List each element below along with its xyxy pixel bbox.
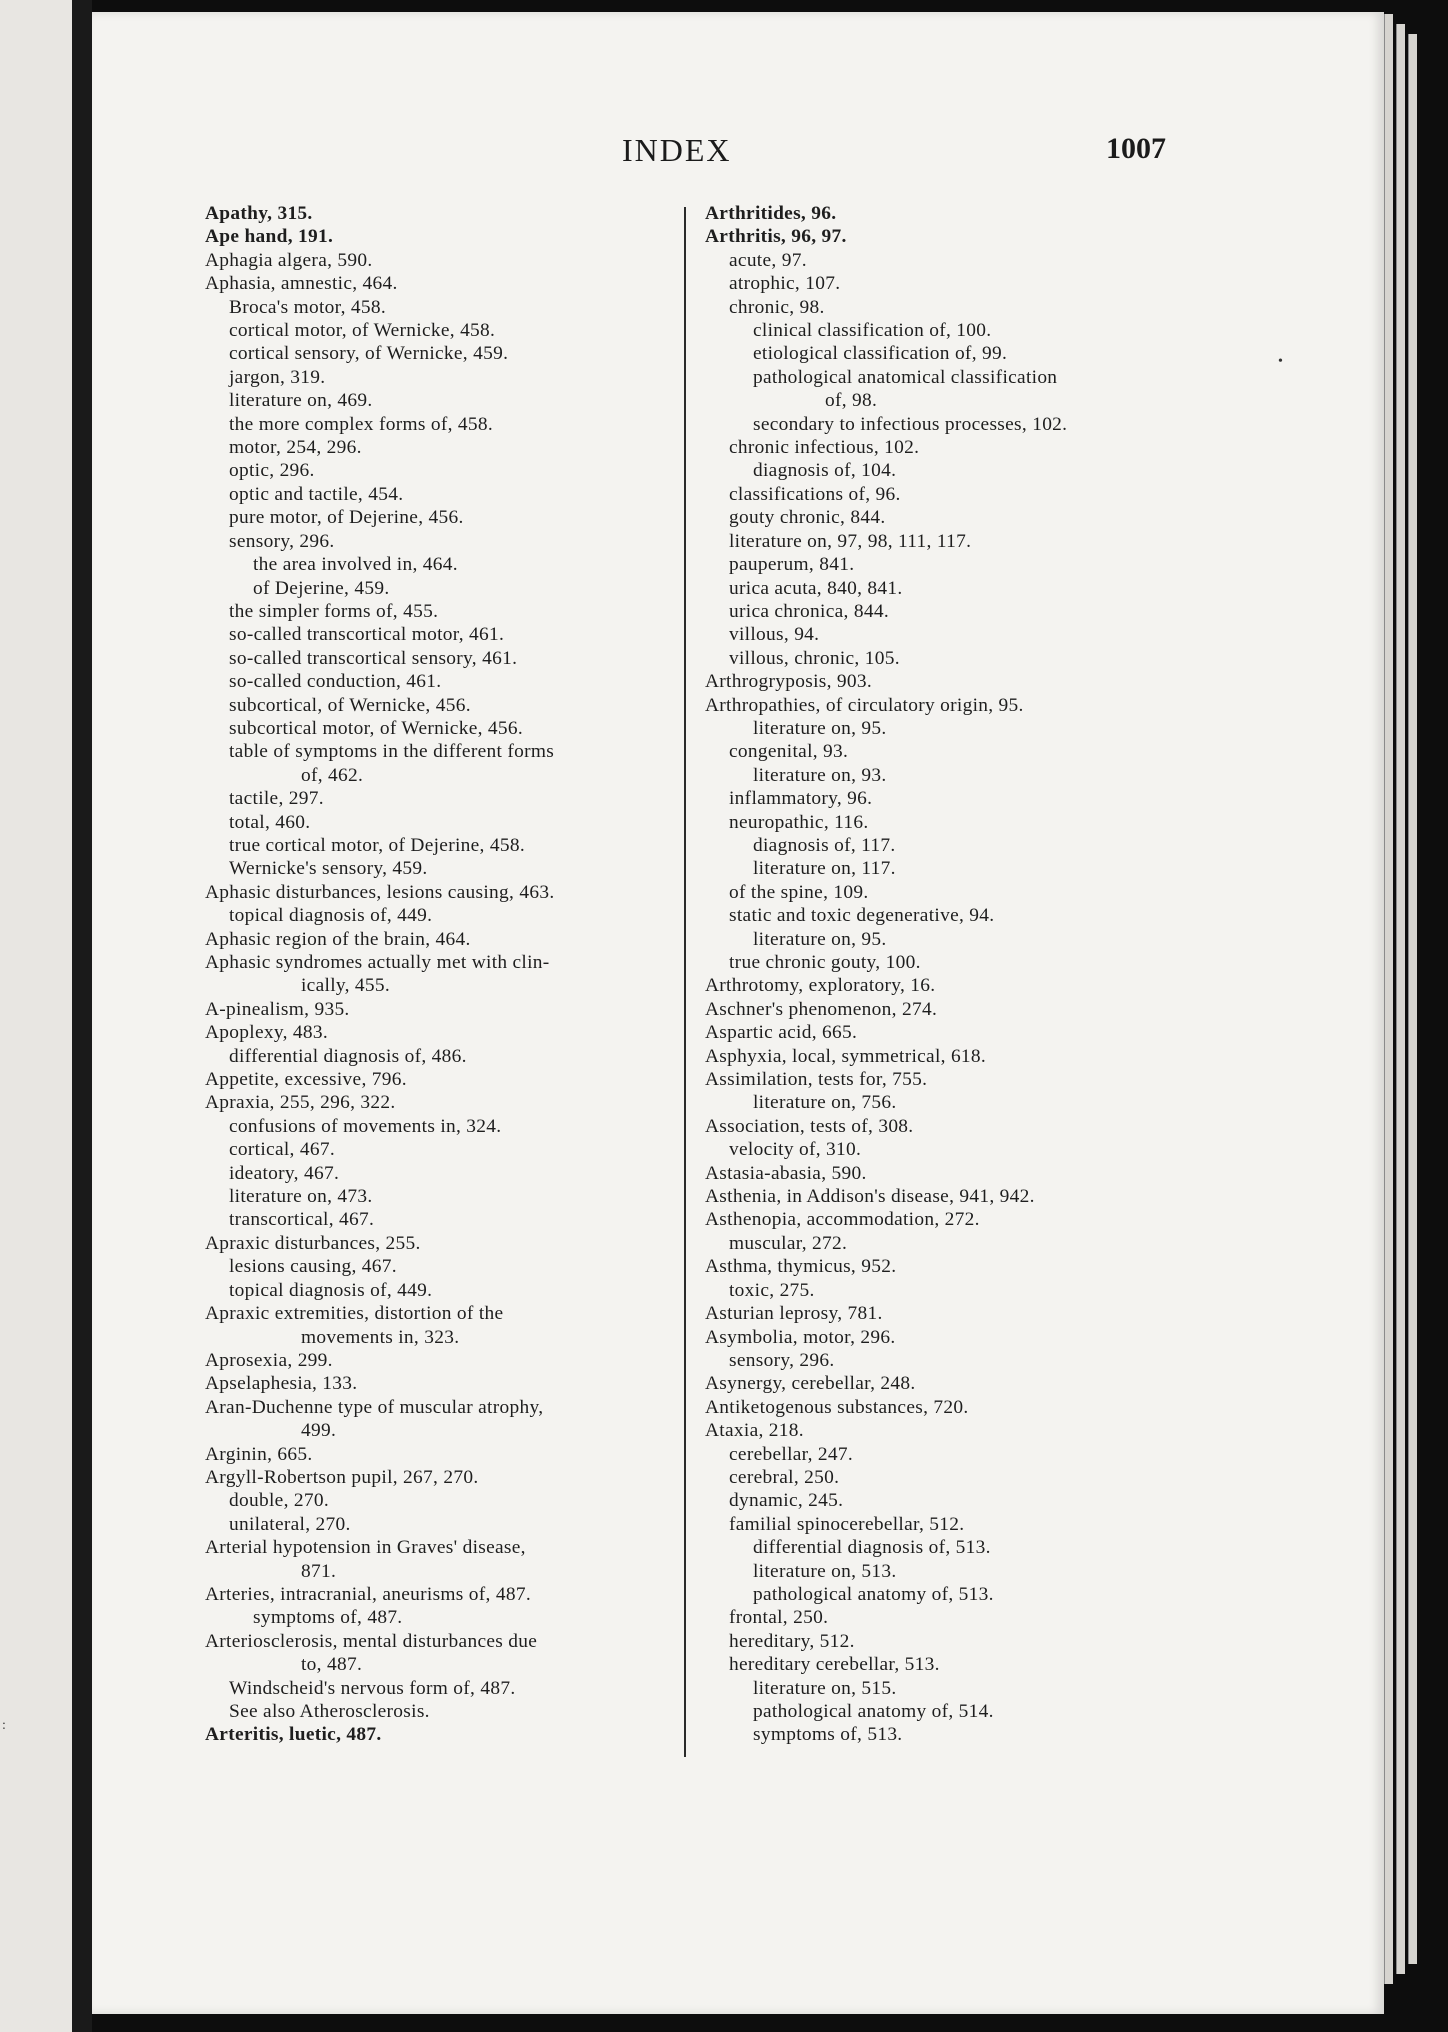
index-entry: Asthenia, in Addison's disease, 941, 942. xyxy=(705,1186,1035,1208)
index-subentry: differential diagnosis of, 513. xyxy=(753,1537,991,1559)
index-subentry: literature on, 97, 98, 111, 117. xyxy=(729,530,972,552)
binding-shadow xyxy=(72,0,92,2032)
index-entry: Aschner's phenomenon, 274. xyxy=(705,998,938,1020)
index-subentry: atrophic, 107. xyxy=(729,273,841,295)
index-subentry: See also Atherosclerosis. xyxy=(229,1701,430,1722)
index-subentry: sensory, 296. xyxy=(229,530,335,552)
index-subentry: cerebellar, 247. xyxy=(729,1443,854,1465)
index-subentry: transcortical, 467. xyxy=(229,1209,375,1231)
index-entry: Apoplexy, 483. xyxy=(205,1022,329,1044)
index-subentry: tactile, 297. xyxy=(229,788,324,810)
index-entry: Arteriosclerosis, mental disturbances due xyxy=(205,1630,538,1652)
index-subentry: neuropathic, 116. xyxy=(729,811,869,833)
index-subentry: pauperum, 841. xyxy=(729,554,855,576)
index-subentry: Broca's motor, 458. xyxy=(229,296,387,318)
index-subentry: chronic infectious, 102. xyxy=(729,437,920,459)
index-subentry: the simpler forms of, 455. xyxy=(229,600,439,622)
index-entry-continuation: of, 98. xyxy=(825,390,878,412)
index-subentry: literature on, 515. xyxy=(753,1677,897,1699)
index-subentry: diagnosis of, 104. xyxy=(753,460,897,482)
index-entry: Aspartic acid, 665. xyxy=(705,1022,858,1044)
index-entry: Apraxic disturbances, 255. xyxy=(205,1232,421,1254)
index-subentry: double, 270. xyxy=(229,1490,330,1512)
index-entry: Aphasia, amnestic, 464. xyxy=(205,273,398,295)
index-subentry: secondary to infectious processes, 102. xyxy=(753,413,1068,435)
margin-ink-mark: : xyxy=(2,1718,6,1733)
index-subentry: velocity of, 310. xyxy=(729,1139,862,1161)
index-entry: Asynergy, cerebellar, 248. xyxy=(705,1373,916,1395)
book-page xyxy=(92,12,1384,2014)
index-entry-continuation: 871. xyxy=(301,1560,337,1582)
index-entry: Arteries, intracranial, aneurisms of, 487. xyxy=(205,1583,531,1605)
index-entry: Aphasic region of the brain, 464. xyxy=(205,928,471,950)
index-entry: Argyll-Robertson pupil, 267, 270. xyxy=(205,1466,479,1488)
index-subentry: literature on, 95. xyxy=(753,928,887,950)
index-subentry: urica acuta, 840, 841. xyxy=(729,577,903,599)
index-subentry: classifications of, 96. xyxy=(729,483,901,505)
index-subentry: topical diagnosis of, 449. xyxy=(229,905,433,927)
index-subentry: confusions of movements in, 324. xyxy=(229,1115,502,1137)
index-subentry: Windscheid's nervous form of, 487. xyxy=(229,1677,516,1699)
index-subentry: sensory, 296. xyxy=(729,1349,835,1371)
index-subentry: literature on, 469. xyxy=(229,390,373,412)
index-subentry: total, 460. xyxy=(229,811,311,833)
index-entry: Association, tests of, 308. xyxy=(705,1115,914,1137)
index-entry: Aphagia algera, 590. xyxy=(205,249,373,271)
index-subentry: subcortical, of Wernicke, 456. xyxy=(229,694,471,716)
index-subentry: hereditary cerebellar, 513. xyxy=(729,1654,940,1676)
index-entry: Arthritis, 96, 97. xyxy=(705,226,847,248)
index-subentry: table of symptoms in the different forms xyxy=(229,741,555,763)
index-subentry: inflammatory, 96. xyxy=(729,788,873,810)
index-entry: Aran-Duchenne type of muscular atrophy, xyxy=(205,1396,544,1418)
index-entry: Aprosexia, 299. xyxy=(205,1349,333,1371)
index-entry: Asthma, thymicus, 952. xyxy=(705,1256,897,1278)
index-subentry: clinical classification of, 100. xyxy=(753,320,992,342)
index-entry: Arthrotomy, exploratory, 16. xyxy=(705,975,936,997)
index-subentry: villous, chronic, 105. xyxy=(729,647,900,669)
index-subentry: diagnosis of, 117. xyxy=(753,834,896,856)
index-entry: Arteritis, luetic, 487. xyxy=(205,1724,382,1746)
index-entry: Arthrogryposis, 903. xyxy=(705,671,873,693)
index-subentry: literature on, 117. xyxy=(753,858,896,880)
index-subentry: etiological classification of, 99. xyxy=(753,343,1008,365)
index-entry: Apraxia, 255, 296, 322. xyxy=(205,1092,396,1114)
index-subentry: optic and tactile, 454. xyxy=(229,483,404,505)
index-subentry: symptoms of, 487. xyxy=(253,1607,403,1629)
index-subentry: cortical sensory, of Wernicke, 459. xyxy=(229,343,509,365)
index-entry-continuation: 499. xyxy=(301,1420,337,1442)
index-subentry: literature on, 93. xyxy=(753,764,887,786)
index-entry: Arthropathies, of circulatory origin, 95. xyxy=(705,694,1024,716)
page-stack-edge xyxy=(1384,14,1393,1984)
index-entry: Asphyxia, local, symmetrical, 618. xyxy=(705,1045,987,1067)
index-entry: Apselaphesia, 133. xyxy=(205,1373,358,1395)
index-subentry: cortical, 467. xyxy=(229,1139,335,1161)
index-subentry: familial spinocerebellar, 512. xyxy=(729,1513,965,1535)
index-column-left xyxy=(205,202,785,1747)
index-entry: Asturian leprosy, 781. xyxy=(705,1303,883,1325)
index-subentry: true chronic gouty, 100. xyxy=(729,952,921,973)
index-subentry: motor, 254, 296. xyxy=(229,437,362,459)
index-subentry: hereditary, 512. xyxy=(729,1630,855,1652)
running-head-title: INDEX xyxy=(622,132,732,168)
index-entry: Apathy, 315. xyxy=(205,203,313,224)
index-subentry: static and toxic degenerative, 94. xyxy=(729,905,995,927)
index-subentry: so-called transcortical motor, 461. xyxy=(229,624,505,646)
index-subentry: ideatory, 467. xyxy=(229,1162,340,1184)
index-subentry: congenital, 93. xyxy=(729,741,849,763)
index-subentry: so-called conduction, 461. xyxy=(229,671,442,693)
index-subentry: pathological anatomical classification xyxy=(753,366,1058,388)
index-subentry: differential diagnosis of, 486. xyxy=(229,1045,467,1067)
index-subentry: of Dejerine, 459. xyxy=(253,577,390,599)
index-entry: Arginin, 665. xyxy=(205,1443,313,1465)
index-subentry: pathological anatomy of, 514. xyxy=(753,1701,994,1722)
page-stack-edge xyxy=(1408,34,1417,1964)
index-subentry: true cortical motor, of Dejerine, 458. xyxy=(229,834,525,856)
index-entry: Antiketogenous substances, 720. xyxy=(705,1396,969,1418)
index-entry: Assimilation, tests for, 755. xyxy=(705,1069,928,1091)
index-entry: Asthenopia, accommodation, 272. xyxy=(705,1209,980,1231)
index-subentry: topical diagnosis of, 449. xyxy=(229,1279,433,1301)
page-number: 1007 xyxy=(1106,132,1166,165)
index-subentry: frontal, 250. xyxy=(729,1607,829,1629)
index-subentry: subcortical motor, of Wernicke, 456. xyxy=(229,717,524,739)
index-subentry: the more complex forms of, 458. xyxy=(229,413,494,435)
index-subentry: lesions causing, 467. xyxy=(229,1256,397,1278)
column-rule xyxy=(684,207,686,1757)
index-entry: Asymbolia, motor, 296. xyxy=(705,1326,896,1348)
previous-page-edge xyxy=(0,0,72,2032)
index-entry: A-pinealism, 935. xyxy=(205,998,350,1020)
page-stack-edge xyxy=(1396,24,1405,1974)
index-entry-continuation: ically, 455. xyxy=(301,975,391,997)
index-subentry: dynamic, 245. xyxy=(729,1490,844,1512)
index-entry: Ape hand, 191. xyxy=(205,226,334,248)
index-subentry: toxic, 275. xyxy=(729,1279,815,1301)
index-entry-continuation: of, 462. xyxy=(301,764,364,786)
index-subentry: cerebral, 250. xyxy=(729,1466,840,1488)
index-subentry: cortical motor, of Wernicke, 458. xyxy=(229,320,496,342)
page-header xyxy=(92,132,1384,172)
stray-ink-mark: • xyxy=(1278,354,1283,369)
index-subentry: literature on, 756. xyxy=(753,1092,897,1114)
index-column-right xyxy=(705,202,1265,1747)
index-subentry: jargon, 319. xyxy=(229,366,326,388)
index-subentry: pathological anatomy of, 513. xyxy=(753,1583,994,1605)
index-subentry: of the spine, 109. xyxy=(729,881,869,903)
index-entry: Arterial hypotension in Graves' disease, xyxy=(205,1537,526,1559)
index-subentry: literature on, 513. xyxy=(753,1560,897,1582)
index-subentry: urica chronica, 844. xyxy=(729,600,889,622)
index-entry: Aphasic syndromes actually met with clin- xyxy=(205,952,550,973)
index-subentry: chronic, 98. xyxy=(729,296,825,318)
index-entry: Arthritides, 96. xyxy=(705,203,837,224)
index-entry: Aphasic disturbances, lesions causing, 463. xyxy=(205,881,555,903)
index-subentry: gouty chronic, 844. xyxy=(729,507,886,529)
index-entry: Appetite, excessive, 796. xyxy=(205,1069,407,1091)
index-subentry: villous, 94. xyxy=(729,624,820,646)
index-subentry: so-called transcortical sensory, 461. xyxy=(229,647,518,669)
index-subentry: pure motor, of Dejerine, 456. xyxy=(229,507,464,529)
index-entry: Apraxic extremities, distortion of the xyxy=(205,1303,504,1325)
index-subentry: the area involved in, 464. xyxy=(253,554,458,576)
index-subentry: symptoms of, 513. xyxy=(753,1724,903,1746)
index-subentry: acute, 97. xyxy=(729,249,807,271)
index-entry-continuation: to, 487. xyxy=(301,1654,363,1676)
index-subentry: Wernicke's sensory, 459. xyxy=(229,858,428,880)
index-entry: Ataxia, 218. xyxy=(705,1420,804,1442)
index-subentry: literature on, 95. xyxy=(753,717,887,739)
index-subentry: literature on, 473. xyxy=(229,1186,373,1208)
index-subentry: optic, 296. xyxy=(229,460,315,482)
index-subentry: unilateral, 270. xyxy=(229,1513,351,1535)
index-subentry: muscular, 272. xyxy=(729,1232,848,1254)
index-entry: Astasia-abasia, 590. xyxy=(705,1162,867,1184)
index-entry-continuation: movements in, 323. xyxy=(301,1326,460,1348)
